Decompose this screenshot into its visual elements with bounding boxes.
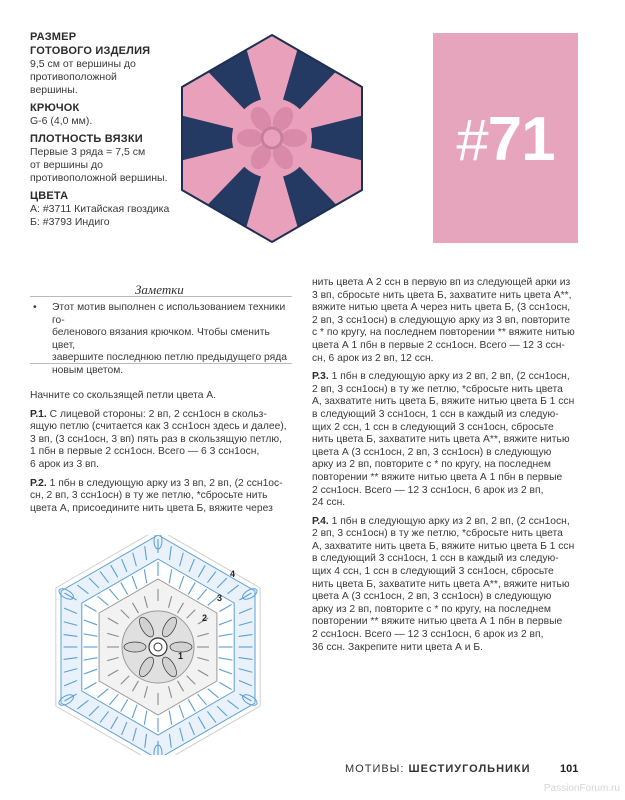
row-3-line: щих 2 ссн, 1 ссн в следующий 3 ссн1осн, сбросьте <box>312 421 554 433</box>
size-text-1: 9,5 см от вершины до <box>30 58 136 70</box>
row-3-line: арку из 2 вп, повторите с * по кругу, на последнем <box>312 459 551 471</box>
row-1-line: С лицевой стороны: 2 вп, 2 ссн1осн в скольз- <box>46 408 267 420</box>
size-heading: РАЗМЕР <box>30 31 77 43</box>
row-2-cont-line: с * по кругу, на последнем повторении ** вяжите нитью <box>312 327 575 339</box>
row-3-line: нить цвета Б, захватите нить цвета А**, вяжите нитью <box>312 434 570 446</box>
row-2-line: цвета А, присоедините нить цвета Б, вяжите через <box>30 502 273 514</box>
row-2-label: Р.2. <box>30 477 47 489</box>
row-4 <box>312 516 584 655</box>
gauge-text-2: от вершины до <box>30 159 103 171</box>
colors-text-a: А: #3711 Китайская гвоздика <box>30 203 170 215</box>
row-4-line: в следующий 3 ссн1осн, 1 ссн в каждый из следую- <box>312 553 559 565</box>
row-3-label: Р.3. <box>312 371 329 383</box>
row-4-line: арку из 2 вп, повторите с * по кругу, на последнем <box>312 603 551 615</box>
row-1-line: 1 пбн в первые 2 ссн1осн. Всего — 6 3 ссн1осн, <box>30 446 260 458</box>
row-2-cont-line: 3 вп, сбросьте нить цвета Б, захватите нить цвета А**, <box>312 289 572 301</box>
row-4-line: 2 ссн1осн. Всего — 12 3 ссн1осн, 6 арок из 2 вп, <box>312 629 544 641</box>
row-2-cont-line: вяжите нитью цвета А через нить цвета Б, (3 ссн1осн, <box>312 302 571 314</box>
instructions-right <box>312 277 584 660</box>
footer-section-prefix: МОТИВЫ: <box>345 763 409 775</box>
row-3-line: 24 ссн. <box>312 497 346 509</box>
row-4-line: щих 4 ссн, 1 ссн в следующий 3 ссн1осн, сбросьте <box>312 566 554 578</box>
row-2-cont-line: сн, 6 арок из 2 вп, 12 ссн. <box>312 352 434 364</box>
row-3-line: в следующий 3 ссн1осн, 1 ссн в каждый из следую- <box>312 408 559 420</box>
footer-section-name: ШЕСТИУГОЛЬНИКИ <box>408 763 531 775</box>
row-2-continued <box>312 277 584 365</box>
page-number: 101 <box>560 763 579 775</box>
notes-body <box>30 302 292 378</box>
hook-text: G-6 (4,0 мм). <box>30 115 93 127</box>
pattern-number-value: 71 <box>487 105 555 174</box>
row-4-line: нить цвета Б, захватите нить цвета А**, вяжите нитью <box>312 578 570 590</box>
size-text-3: вершины. <box>30 84 78 96</box>
intro-text: Начните со скользящей петли цвета А. <box>30 390 217 401</box>
notes-bullet: • <box>33 302 37 313</box>
row-4-line: 36 ссн. Закрепите нити цвета А и Б. <box>312 641 483 653</box>
row-3-line: А, захватите нить цвета Б, вяжите нитью цвета Б 1 ссн <box>312 396 575 408</box>
row-4-label: Р.4. <box>312 515 329 527</box>
row-4-line: цвета А (3 ссн1осн, 2 вп, 3 ссн1осн) в следующую <box>312 591 552 603</box>
notes-line: завершите последнюю петлю предыдущего ряда <box>52 352 287 364</box>
gauge-text-1: Первые 3 ряда = 7,5 см <box>30 146 146 158</box>
notes-line: Этот мотив выполнен с использованием техники го- <box>52 302 286 326</box>
chart-center-ring <box>149 638 167 656</box>
chart-stitch-round-1 <box>124 642 146 652</box>
motif-petal <box>237 129 263 147</box>
hook-heading: КРЮЧОК <box>30 102 80 114</box>
motif-petal <box>281 129 307 147</box>
colors-text-b: Б: #3793 Индиго <box>30 216 110 228</box>
gauge-text-3: противоположной вершины. <box>30 172 168 184</box>
notes-line: беленового вязания крючком. Чтобы сменить цвет, <box>52 327 270 351</box>
row-1 <box>30 409 295 472</box>
row-2-cont-line: 2 вп, 3 ссн1осн) в следующую арку из 3 вп, повторите <box>312 314 571 326</box>
row-1-line: 3 вп, (3 ссн1осн, 3 вп) пять раз в скользящую петлю, <box>30 433 282 445</box>
row-3-line: 2 ссн1осн. Всего — 12 3 ссн1осн, 6 арок из 2 вп, <box>312 484 544 496</box>
motif-photo <box>172 30 372 245</box>
chart-row-label-2: 2 <box>202 613 208 623</box>
notes-line: новым цветом. <box>52 364 124 376</box>
notes-divider-bottom <box>30 363 292 364</box>
row-1-line: ящую петлю (считается как 3 ссн1осн здесь и далее), <box>30 421 287 433</box>
row-2-cont-line: нить цвета А 2 ссн в первую вп из следующей арки из <box>312 277 571 288</box>
watermark: PassionForum.ru <box>543 783 620 794</box>
row-2-line: сн, 2 вп, 3 ссн1осн) в ту же петлю, *сбросьте нить <box>30 490 268 502</box>
pattern-hash: # <box>456 108 488 173</box>
size-heading-2: ГОТОВОГО ИЗДЕЛИЯ <box>30 45 151 57</box>
colors-heading: ЦВЕТА <box>30 190 69 202</box>
specs-block <box>30 30 180 229</box>
row-4-line: 2 вп, 3 ссн1осн) в ту же петлю, *сбросьте нить цвета <box>312 528 563 540</box>
notes-divider-top <box>30 296 292 297</box>
row-4-line: А, захватите нить цвета Б, вяжите нитью цвета Б 1 ссн <box>312 540 575 552</box>
chart-row-label-1: 1 <box>178 651 184 661</box>
row-1-line: 6 арок из 3 вп. <box>30 458 99 470</box>
chart-row-label-4: 4 <box>230 569 236 579</box>
row-2-line: 1 пбн в следующую арку из 3 вп, 2 вп, (2 ссн1ос- <box>46 477 283 489</box>
row-3 <box>312 371 584 510</box>
row-2-cont-line: цвета А 1 пбн в первые 2 ссн1осн. Всего — 12 3 ссн- <box>312 339 565 351</box>
row-3-line: 2 вп, 3 ссн1осн) в ту же петлю, *сбросьте нить цвета <box>312 383 563 395</box>
footer-section <box>345 763 531 775</box>
row-3-line: повторении ** вяжите нитью цвета А 1 пбн в первые <box>312 471 563 483</box>
crochet-chart <box>30 535 295 755</box>
row-3-line: 1 пбн в следующую арку из 2 вп, 2 вп, (2 ссн1осн, <box>328 371 570 383</box>
row-4-line: 1 пбн в следующую арку из 2 вп, 2 вп, (2 ссн1осн, <box>328 515 570 527</box>
row-2 <box>30 478 295 516</box>
row-1-label: Р.1. <box>30 408 47 420</box>
instructions-left <box>30 390 295 521</box>
pattern-number <box>433 105 578 176</box>
gauge-heading: ПЛОТНОСТЬ ВЯЗКИ <box>30 133 143 145</box>
notes-title: Заметки <box>135 282 184 297</box>
row-4-line: повторении ** вяжите нитью цвета А 1 пбн в первые <box>312 616 563 628</box>
row-3-line: цвета А (3 ссн1осн, 2 вп, 3 ссн1осн) в следующую <box>312 446 552 458</box>
size-text-2: противоположной <box>30 71 117 83</box>
chart-row-label-3: 3 <box>217 593 223 603</box>
